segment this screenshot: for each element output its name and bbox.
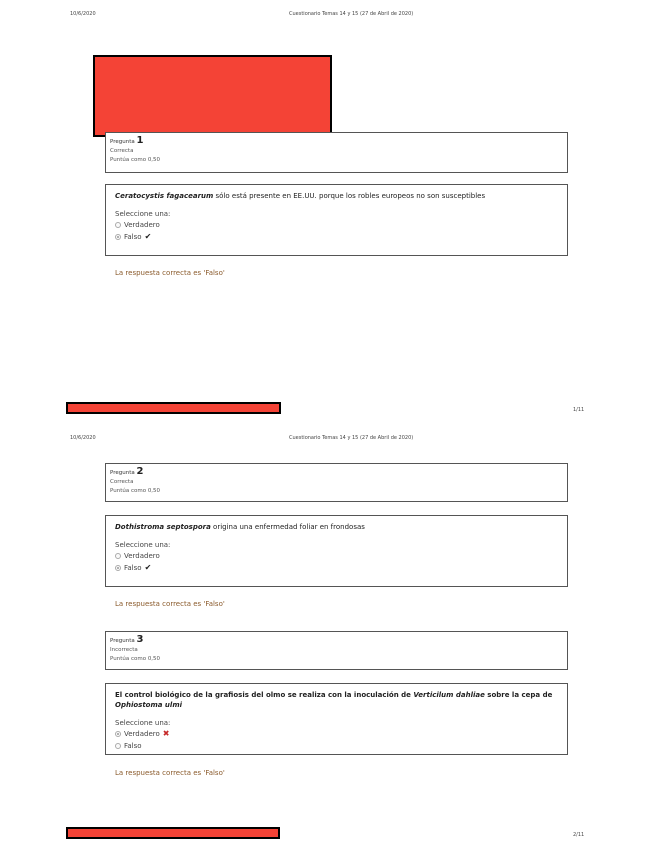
radio-selected-icon[interactable] [115,234,121,240]
question-text: El control biológico de la grafiosis del olmo se realiza con la inoculación de Verticilum dahliae sobre la cepa de Ophiostoma ulmi [115,691,553,709]
question-number: 3 [136,634,144,645]
question-label: Pregunta 1 [110,135,144,146]
option-falso[interactable]: Falso [115,740,558,752]
question-box-3 [105,683,568,755]
question-info-3 [105,631,568,670]
question-number: 2 [136,466,144,477]
option-falso[interactable]: Falso ✔ [115,231,558,243]
checkmark-icon: ✔ [144,232,152,241]
option-falso[interactable]: Falso ✔ [115,562,558,574]
radio-icon[interactable] [115,222,121,228]
select-label: Seleccione una: [115,210,171,218]
select-label: Seleccione una: [115,719,171,727]
question-box-2 [105,515,568,587]
redaction-block [66,827,280,839]
select-label: Seleccione una: [115,541,171,549]
page1-page-number: 1/11 [573,407,585,413]
page2-header-title: Cuestionario Temas 14 y 15 (27 de Abril de 2020) [289,435,414,441]
question-box-1 [105,184,568,256]
redaction-block [93,55,332,137]
question-info-1 [105,132,568,173]
radio-selected-icon[interactable] [115,731,121,737]
question-number: 1 [136,135,144,146]
question-text: Dothistroma septospora origina una enfermedad foliar en frondosas [115,523,365,531]
correct-answer-feedback: La respuesta correcta es 'Falso' [115,269,225,277]
correct-answer-feedback: La respuesta correcta es 'Falso' [115,769,225,777]
redaction-block [66,402,281,414]
question-score: Puntúa como 0,50 [110,157,161,163]
question-status: Incorrecta [110,647,138,653]
page1-header-date: 10/6/2020 [70,11,96,17]
radio-selected-icon[interactable] [115,565,121,571]
question-label: Pregunta 2 [110,466,144,477]
checkmark-icon: ✔ [144,563,152,572]
page1-header-title: Cuestionario Temas 14 y 15 (27 de Abril de 2020) [289,11,414,17]
question-label: Pregunta 3 [110,634,144,645]
page2-header-date: 10/6/2020 [70,435,96,441]
option-verdadero[interactable]: Verdadero [115,550,558,562]
page2-page-number: 2/11 [573,832,585,838]
option-verdadero[interactable]: Verdadero [115,219,558,231]
radio-icon[interactable] [115,553,121,559]
question-score: Puntúa como 0,50 [110,488,161,494]
question-info-2 [105,463,568,502]
question-text: Ceratocystis fagacearum sólo está presente en EE.UU. porque los robles europeos no son susceptibles [115,192,486,200]
question-status: Correcta [110,148,134,154]
question-status: Correcta [110,479,134,485]
option-verdadero[interactable]: Verdadero ✖ [115,728,558,740]
radio-icon[interactable] [115,743,121,749]
correct-answer-feedback: La respuesta correcta es 'Falso' [115,600,225,608]
question-score: Puntúa como 0,50 [110,656,161,662]
cross-icon: ✖ [162,729,170,738]
